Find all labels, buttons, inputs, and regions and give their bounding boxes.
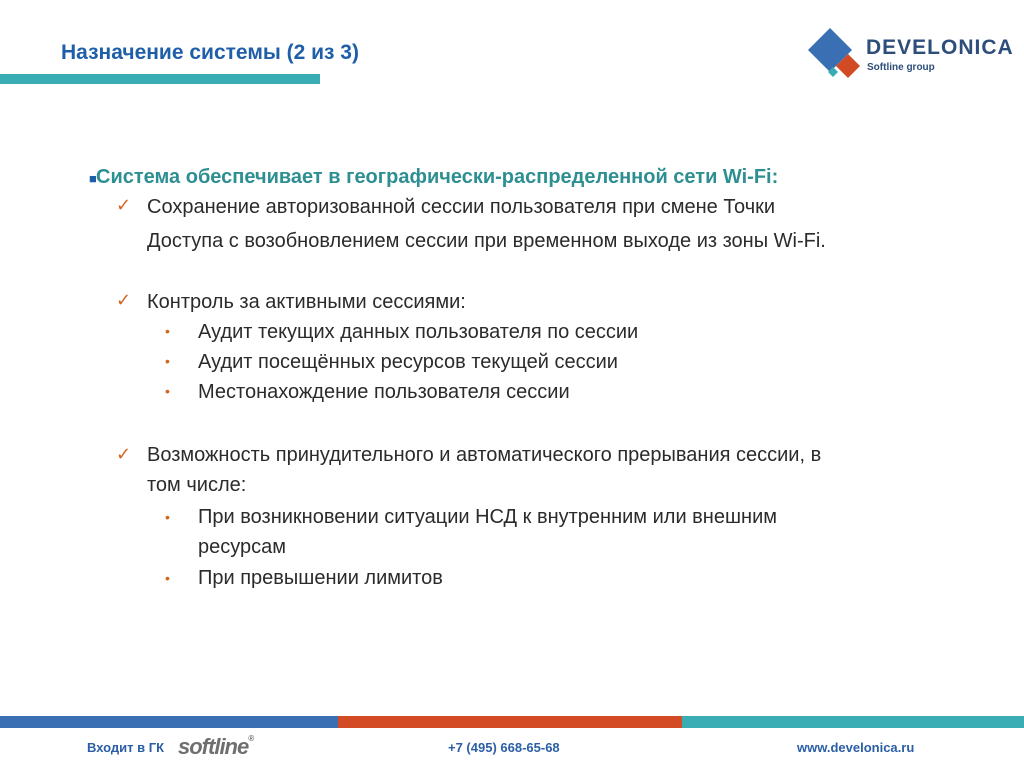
item-3-sub-1-cont: ресурсам <box>198 536 287 558</box>
item-3-sub-1: При возникновении ситуации НСД к внутренним или внешним <box>198 506 777 528</box>
bullet-dot-icon: • <box>165 383 170 399</box>
item-1-line-1: Сохранение авторизованной сессии пользователя при смене Точки <box>147 196 776 218</box>
logo-subtitle: Softline group <box>867 62 935 73</box>
item-3-line-1: Возможность принудительного и автоматического прерывания сессии, в <box>147 444 822 466</box>
title-underline <box>0 74 320 84</box>
item-3-line-2: том числе: <box>147 474 247 496</box>
bullet-dot-icon: • <box>165 570 170 586</box>
softline-logo[interactable] <box>178 734 253 760</box>
bullet-dot-icon: • <box>165 509 170 525</box>
item-1-line-2: Доступа с возобновлением сессии при временном выходе из зоны Wi-Fi. <box>147 230 826 252</box>
checkmark-icon: ✓ <box>116 290 132 310</box>
checkmark-icon: ✓ <box>116 444 132 464</box>
registered-icon: ® <box>248 734 254 743</box>
bullet-dot-icon: • <box>165 323 170 339</box>
item-2-line-1: Контроль за активными сессиями: <box>147 291 466 313</box>
square-bullet-icon: ■ <box>89 171 97 186</box>
footer-member-label: Входит в ГК <box>87 740 165 755</box>
footer-website-link[interactable]: www.develonica.ru <box>797 740 915 755</box>
lead-text: Система обеспечивает в географически-распределенной сети Wi-Fi: <box>96 166 779 188</box>
footer-bar-orange <box>338 716 682 728</box>
footer-bar-teal <box>682 716 1024 728</box>
checkmark-icon: ✓ <box>116 195 132 215</box>
footer-phone[interactable]: +7 (495) 668-65-68 <box>448 740 560 755</box>
bullet-dot-icon: • <box>165 353 170 369</box>
develonica-logo[interactable] <box>806 26 1014 82</box>
page-title: Назначение системы (2 из 3) <box>61 41 359 64</box>
item-2-sub-2: Аудит посещённых ресурсов текущей сессии <box>198 351 618 373</box>
softline-logo-text: softline <box>178 734 249 759</box>
logo-name: DEVELONICA <box>866 36 1014 59</box>
footer-bar-blue <box>0 716 338 728</box>
item-3-sub-2: При превышении лимитов <box>198 567 443 589</box>
item-2-sub-1: Аудит текущих данных пользователя по сессии <box>198 321 639 343</box>
develonica-logo-mark-icon <box>806 26 866 82</box>
item-2-sub-3: Местонахождение пользователя сессии <box>198 381 570 403</box>
